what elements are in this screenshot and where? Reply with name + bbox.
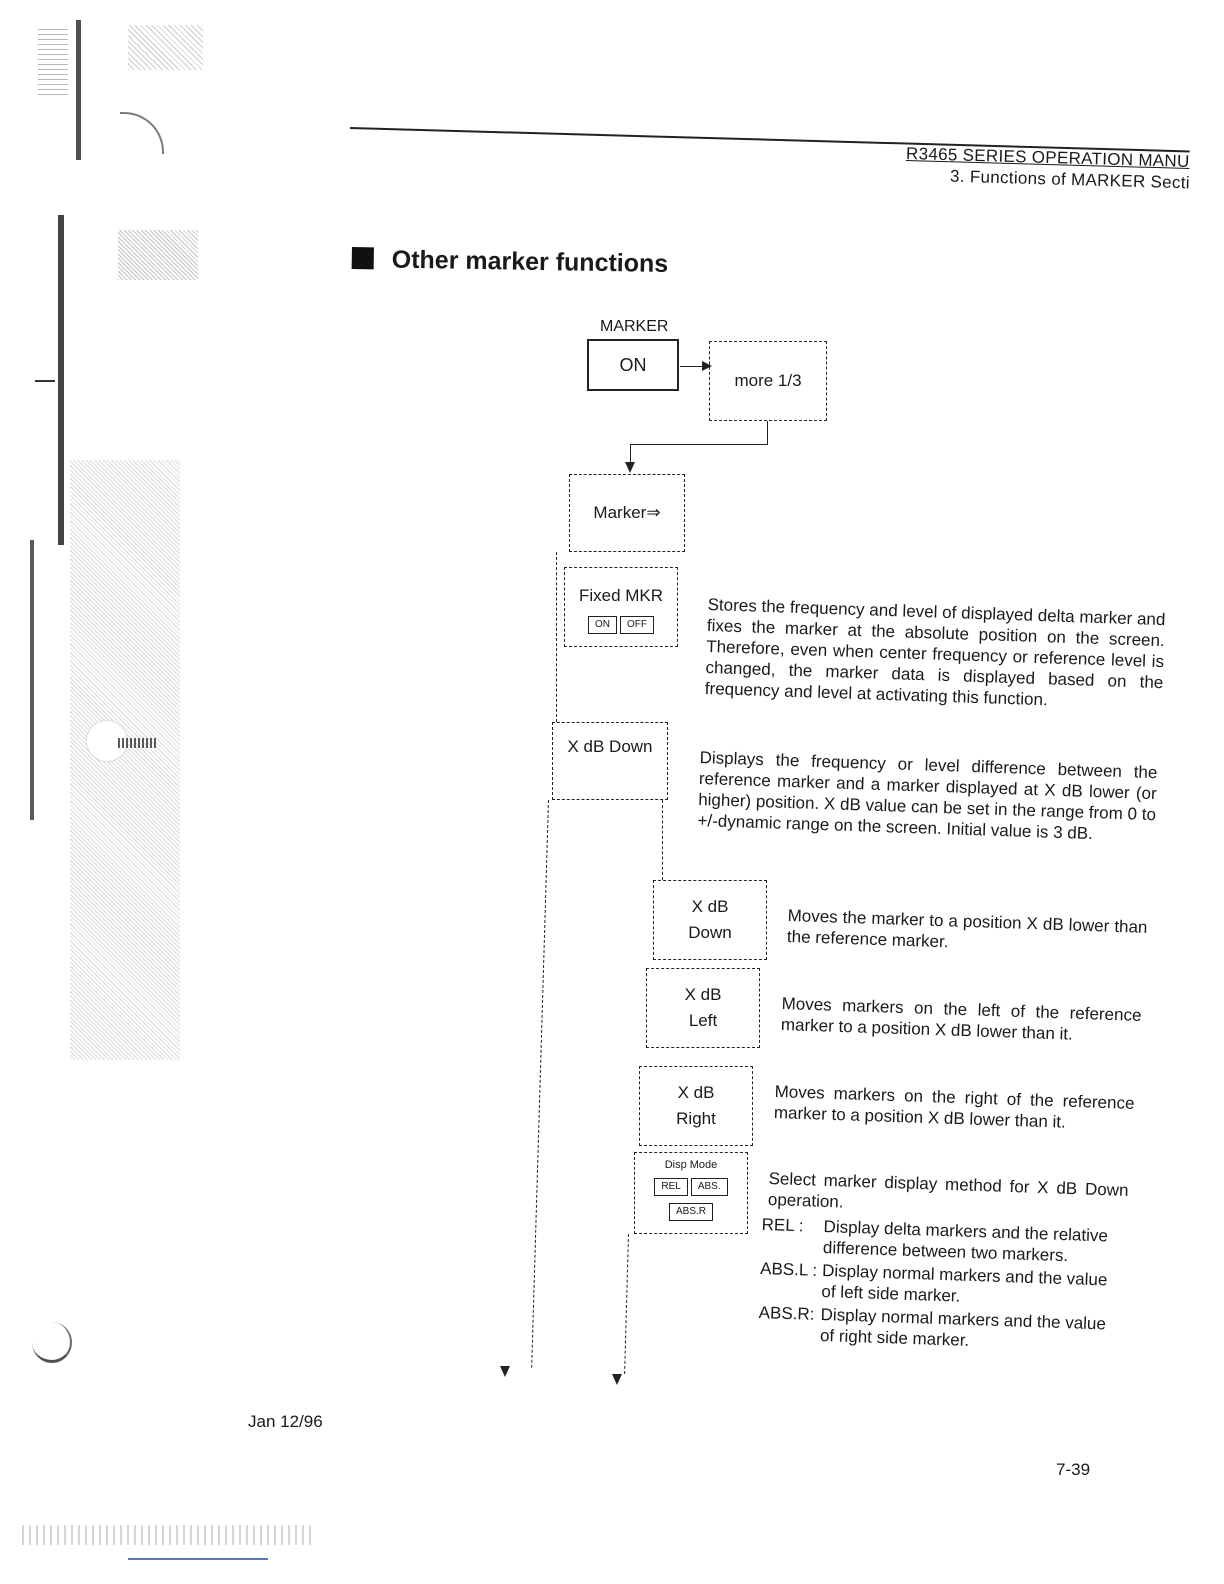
- abs-r-button: ABS.R: [669, 1203, 713, 1221]
- rel-button: REL: [654, 1178, 687, 1196]
- xdb-down-sub-description: Moves the marker to a position X dB lower than the reference marker.: [786, 905, 1148, 952]
- xdb-left-description: Moves markers on the left of the reference marker to a position X dB lower than it.: [780, 993, 1142, 1044]
- scan-margin-artifact: [76, 20, 81, 160]
- on-key: ON: [587, 339, 679, 391]
- connector-line: [630, 444, 768, 445]
- tree-line: [531, 800, 549, 1368]
- arrow-down-icon: [500, 1366, 510, 1377]
- bullet-square-icon: [352, 247, 374, 269]
- xdb-right-description: Moves markers on the right of the reference marker to a position X dB lower than it.: [773, 1081, 1135, 1132]
- scan-margin-artifact: [128, 25, 203, 70]
- fixed-mkr-key: [564, 567, 678, 647]
- tree-line: [624, 1234, 629, 1374]
- tree-line: [556, 552, 557, 722]
- more-key: more 1/3: [709, 341, 827, 421]
- marker-key-label: MARKER: [600, 318, 669, 335]
- disp-mode-description: Select marker display method for X dB Down operation.: [767, 1168, 1129, 1212]
- scan-margin-artifact: [35, 380, 55, 382]
- page-number: 7-39: [1056, 1460, 1091, 1479]
- fixed-mkr-toggle: [565, 612, 677, 634]
- arrow-down-icon: [625, 462, 635, 473]
- scan-margin-artifact: [128, 1558, 268, 1560]
- xdb-left-key: X dB Left: [646, 968, 760, 1048]
- fixed-mkr-description: Stores the frequency and level of displayed delta marker and fixes the marker at the absolute position on the screen. Therefore, even when center frequency or reference level is changed, the marker data is displayed based on the frequency and level at activating this function.: [704, 594, 1166, 710]
- xdb-down-key: X dB Down: [552, 722, 668, 800]
- abs-button: ABS.: [691, 1178, 728, 1196]
- tree-line: [662, 800, 663, 880]
- disp-mode-buttons: [635, 1174, 747, 1196]
- arrow-right-icon: [680, 366, 704, 367]
- scan-margin-artifact: [32, 1322, 72, 1363]
- scan-margin-artifact: [22, 1525, 312, 1545]
- scan-margin-artifact: [70, 460, 180, 1060]
- scan-margin-artifact: [30, 540, 34, 820]
- fixed-mkr-label: Fixed MKR: [578, 586, 664, 605]
- scan-margin-artifact: [118, 230, 198, 280]
- footer-date: Jan 12/96: [248, 1412, 323, 1431]
- definition-row: ABS.R: Display normal markers and the value of right side marker.: [758, 1302, 1107, 1350]
- xdb-down-description: Displays the frequency or level difference between the reference marker and a marker displayed at X dB lower (or higher) position. X dB value can be set in the range from 0 to +/-dynamic range on the screen. Initial value is 3 dB.: [697, 747, 1158, 844]
- xdb-down-sub-key: X dB Down: [653, 880, 767, 960]
- connector-line: [630, 444, 631, 464]
- connector-line: [767, 421, 768, 445]
- toggle-on: ON: [588, 616, 617, 634]
- xdb-right-key: X dB Right: [639, 1066, 753, 1146]
- disp-mode-definitions: [758, 1214, 1124, 1356]
- manual-title: R3465 SERIES OPERATION MANU: [906, 144, 1191, 171]
- toggle-off: OFF: [620, 616, 654, 634]
- definition-row: REL : Display delta markers and the relative difference between two markers.: [761, 1214, 1109, 1266]
- section-title-header: 3. Functions of MARKER Secti: [949, 166, 1191, 193]
- definition-row: ABS.L : Display normal markers and the value of left side marker.: [759, 1258, 1108, 1306]
- scan-margin-artifact: [118, 738, 156, 748]
- page-heading: Other marker functions: [352, 245, 669, 279]
- scan-margin-artifact: [58, 215, 64, 545]
- marker-arrow-key: Marker⇒: [569, 474, 685, 552]
- scan-margin-artifact: [120, 112, 164, 154]
- disp-mode-key: [634, 1152, 748, 1234]
- disp-mode-label: Disp Mode: [664, 1159, 718, 1171]
- scan-margin-artifact: [38, 25, 68, 95]
- arrow-down-icon: [612, 1374, 622, 1385]
